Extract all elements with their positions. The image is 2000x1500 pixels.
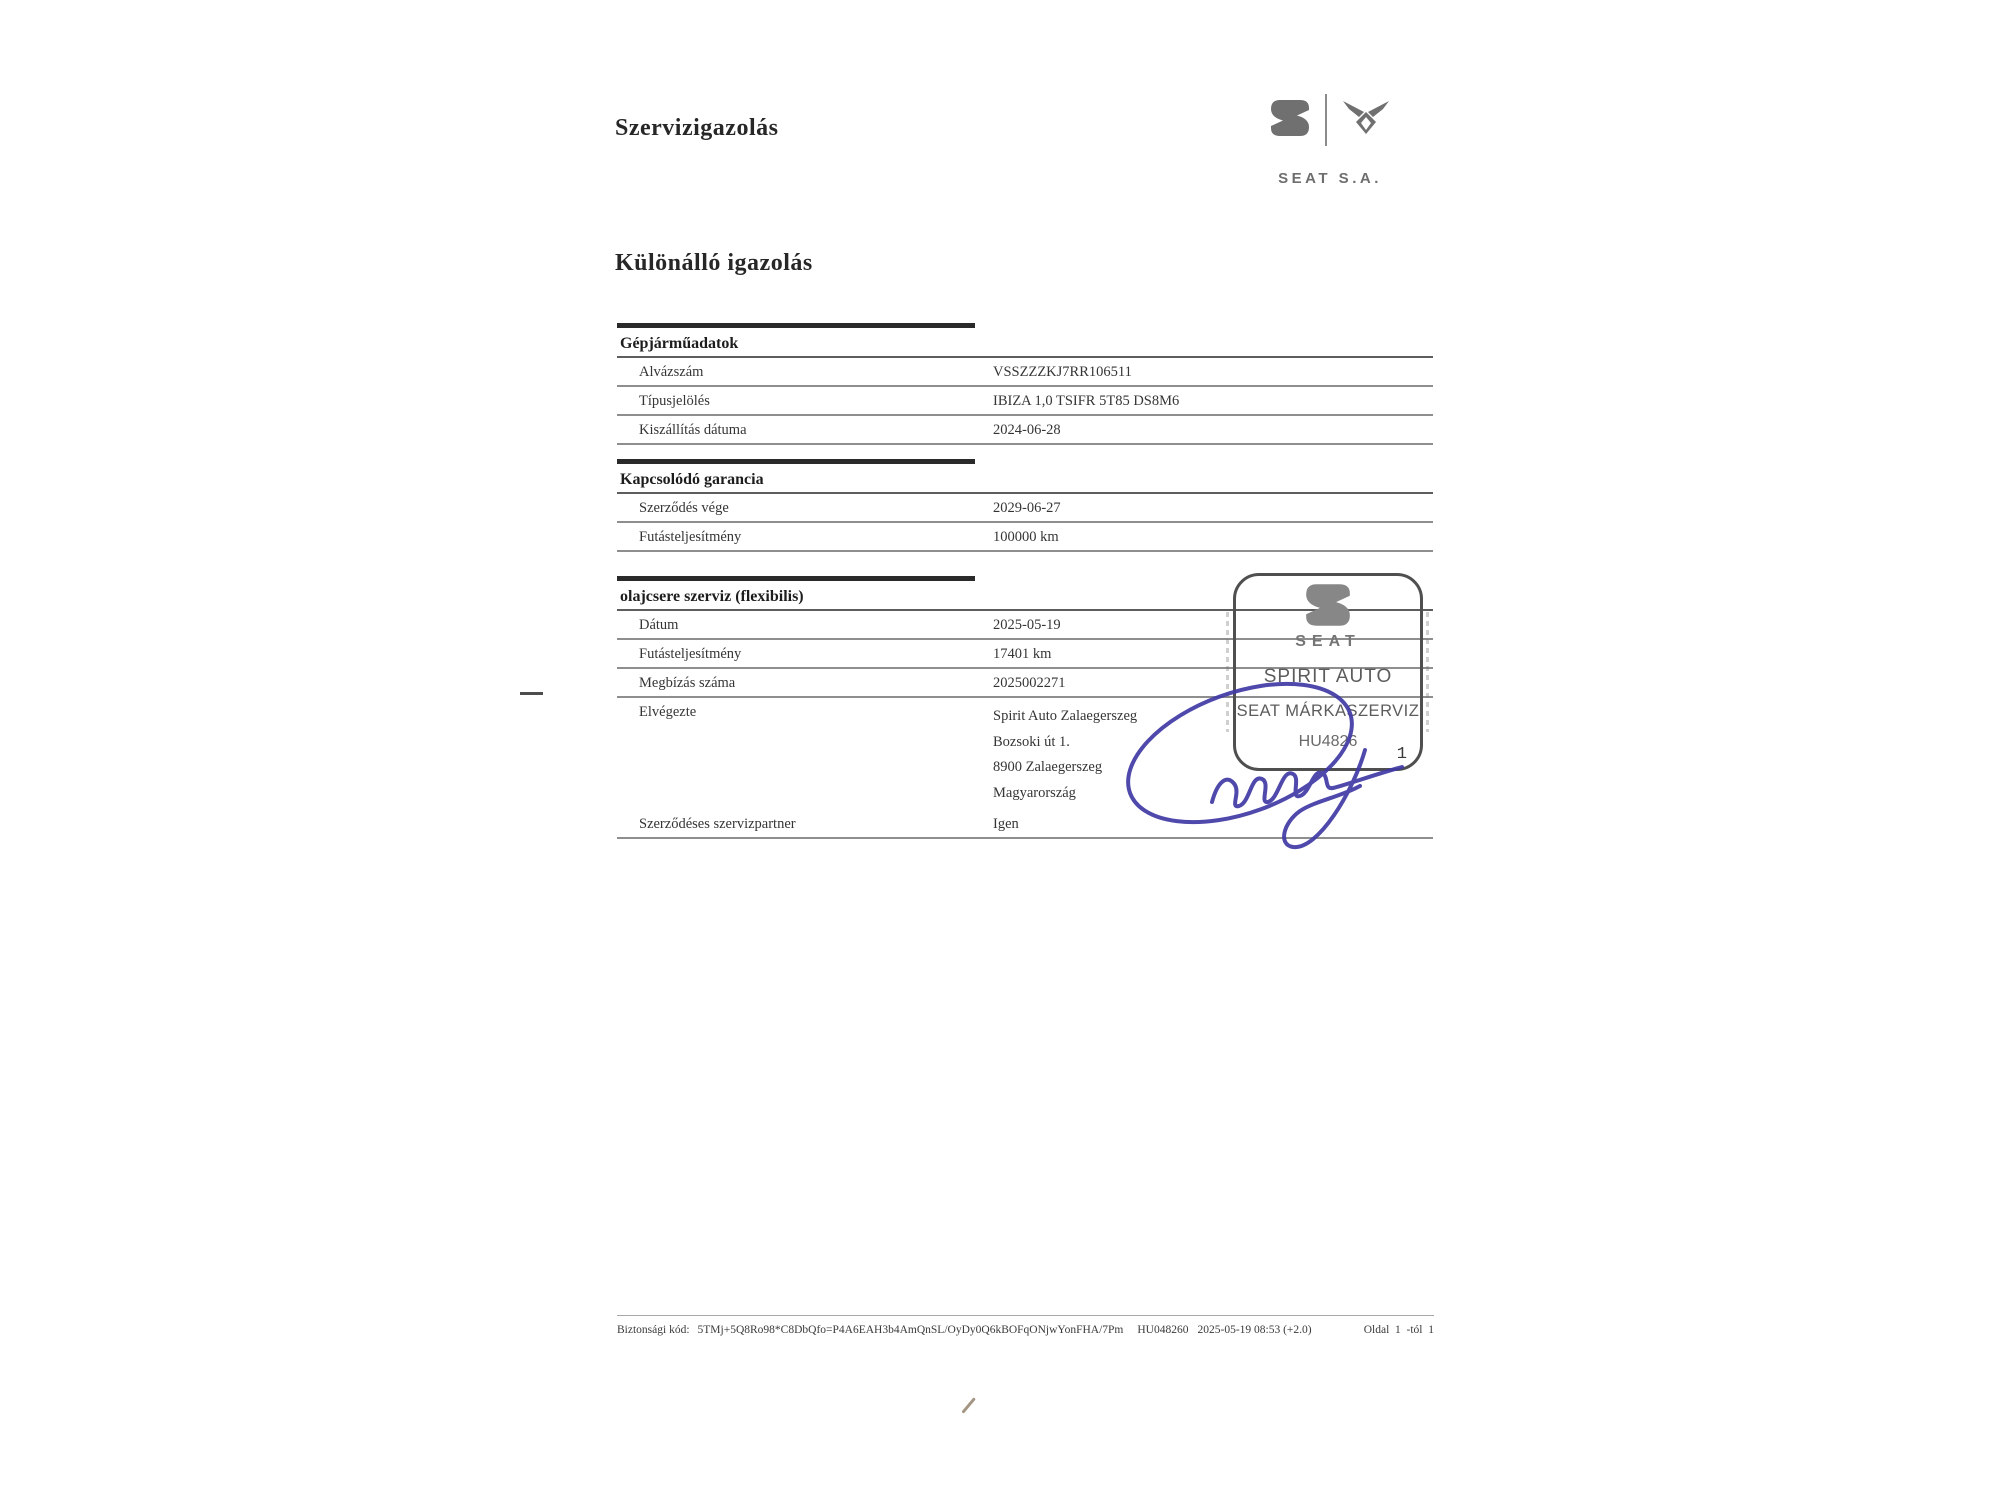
stamp-edge-marks <box>1426 612 1429 732</box>
table-row <box>617 494 1433 523</box>
footer-security-block <box>617 1324 1312 1336</box>
row-label: Kiszállítás dátuma <box>639 422 747 438</box>
table-row <box>617 810 1433 839</box>
section-vehicle-data <box>617 323 1433 445</box>
stamp-edge-marks <box>1226 612 1229 732</box>
stamp-dealer-type: SEAT MÁRKASZERVIZ <box>1236 702 1420 720</box>
row-value: Igen <box>993 816 1019 832</box>
row-value: VSSZZZKJ7RR106511 <box>993 364 1132 380</box>
section-title: olajcsere szerviz (flexibilis) <box>617 581 1433 611</box>
brand-company-name: SEAT S.A. <box>1278 170 1382 187</box>
bottom-scan-mark <box>961 1397 975 1413</box>
stamp-dealer-code: HU4826 <box>1298 733 1358 750</box>
row-label: Elvégezte <box>639 704 697 720</box>
section-title: Gépjárműadatok <box>617 328 1433 358</box>
page-info: Oldal 1 -tól 1 <box>1363 1324 1434 1336</box>
table-row <box>617 523 1433 552</box>
row-label: Dátum <box>639 617 679 633</box>
footer-timestamp: 2025-05-19 08:53 (+2.0) <box>1197 1324 1312 1336</box>
table-row <box>617 387 1433 416</box>
row-value: 17401 km <box>993 646 1052 662</box>
stamp-dealer-name: SPIRIT AUTO <box>1263 666 1393 687</box>
security-code-label: Biztonsági kód: <box>617 1324 690 1336</box>
seat-logo-icon <box>1270 99 1310 142</box>
logo-divider <box>1325 94 1327 146</box>
dealer-stamp <box>1233 573 1423 771</box>
cupra-logo-icon <box>1342 100 1390 141</box>
row-value: IBIZA 1,0 TSIFR 5T85 DS8M6 <box>993 393 1180 409</box>
footer-divider <box>617 1315 1434 1316</box>
row-value: 2025002271 <box>993 675 1066 691</box>
address-line: Magyarország <box>993 784 1076 801</box>
row-label: Futásteljesítmény <box>639 529 742 545</box>
left-margin-mark <box>520 692 543 695</box>
address-line: Bozsoki út 1. <box>993 733 1070 750</box>
brand-block <box>1240 94 1420 187</box>
brand-logos <box>1240 94 1420 146</box>
stamp-page-number: 1 <box>1396 745 1407 764</box>
section-title: Kapcsolódó garancia <box>617 464 1433 494</box>
table-row <box>617 358 1433 387</box>
row-label: Megbízás száma <box>639 675 736 691</box>
row-value: 100000 km <box>993 529 1059 545</box>
footer <box>617 1324 1434 1336</box>
stamp-seat-logo-icon <box>1236 583 1420 632</box>
row-value: 2024-06-28 <box>993 422 1061 438</box>
row-label: Szerződés vége <box>639 500 729 516</box>
row-label: Alvázszám <box>639 364 704 380</box>
row-label: Típusjelölés <box>639 393 710 409</box>
document-number: HU048260 <box>1137 1324 1189 1336</box>
certificate-subtitle: Különálló igazolás <box>615 250 813 276</box>
section-warranty <box>617 459 1433 552</box>
row-label: Szerződéses szervizpartner <box>639 816 796 832</box>
security-code-value: 5TMj+5Q8Ro98*C8DbQfo=P4A6EAH3b4AmQnSL/OyDy0Q6kBOFqONjwYonFHA/7Pm <box>697 1324 1124 1336</box>
page-title: Szervizigazolás <box>615 115 779 141</box>
row-value: 2025-05-19 <box>993 617 1061 633</box>
address-line: 8900 Zalaegerszeg <box>993 759 1103 775</box>
table-row <box>617 416 1433 445</box>
row-value: 2029-06-27 <box>993 500 1061 516</box>
address-line: Spirit Auto Zalaegerszeg <box>993 708 1138 724</box>
stamp-seat-wordmark: SEAT <box>1295 633 1361 650</box>
row-label: Futásteljesítmény <box>639 646 742 662</box>
